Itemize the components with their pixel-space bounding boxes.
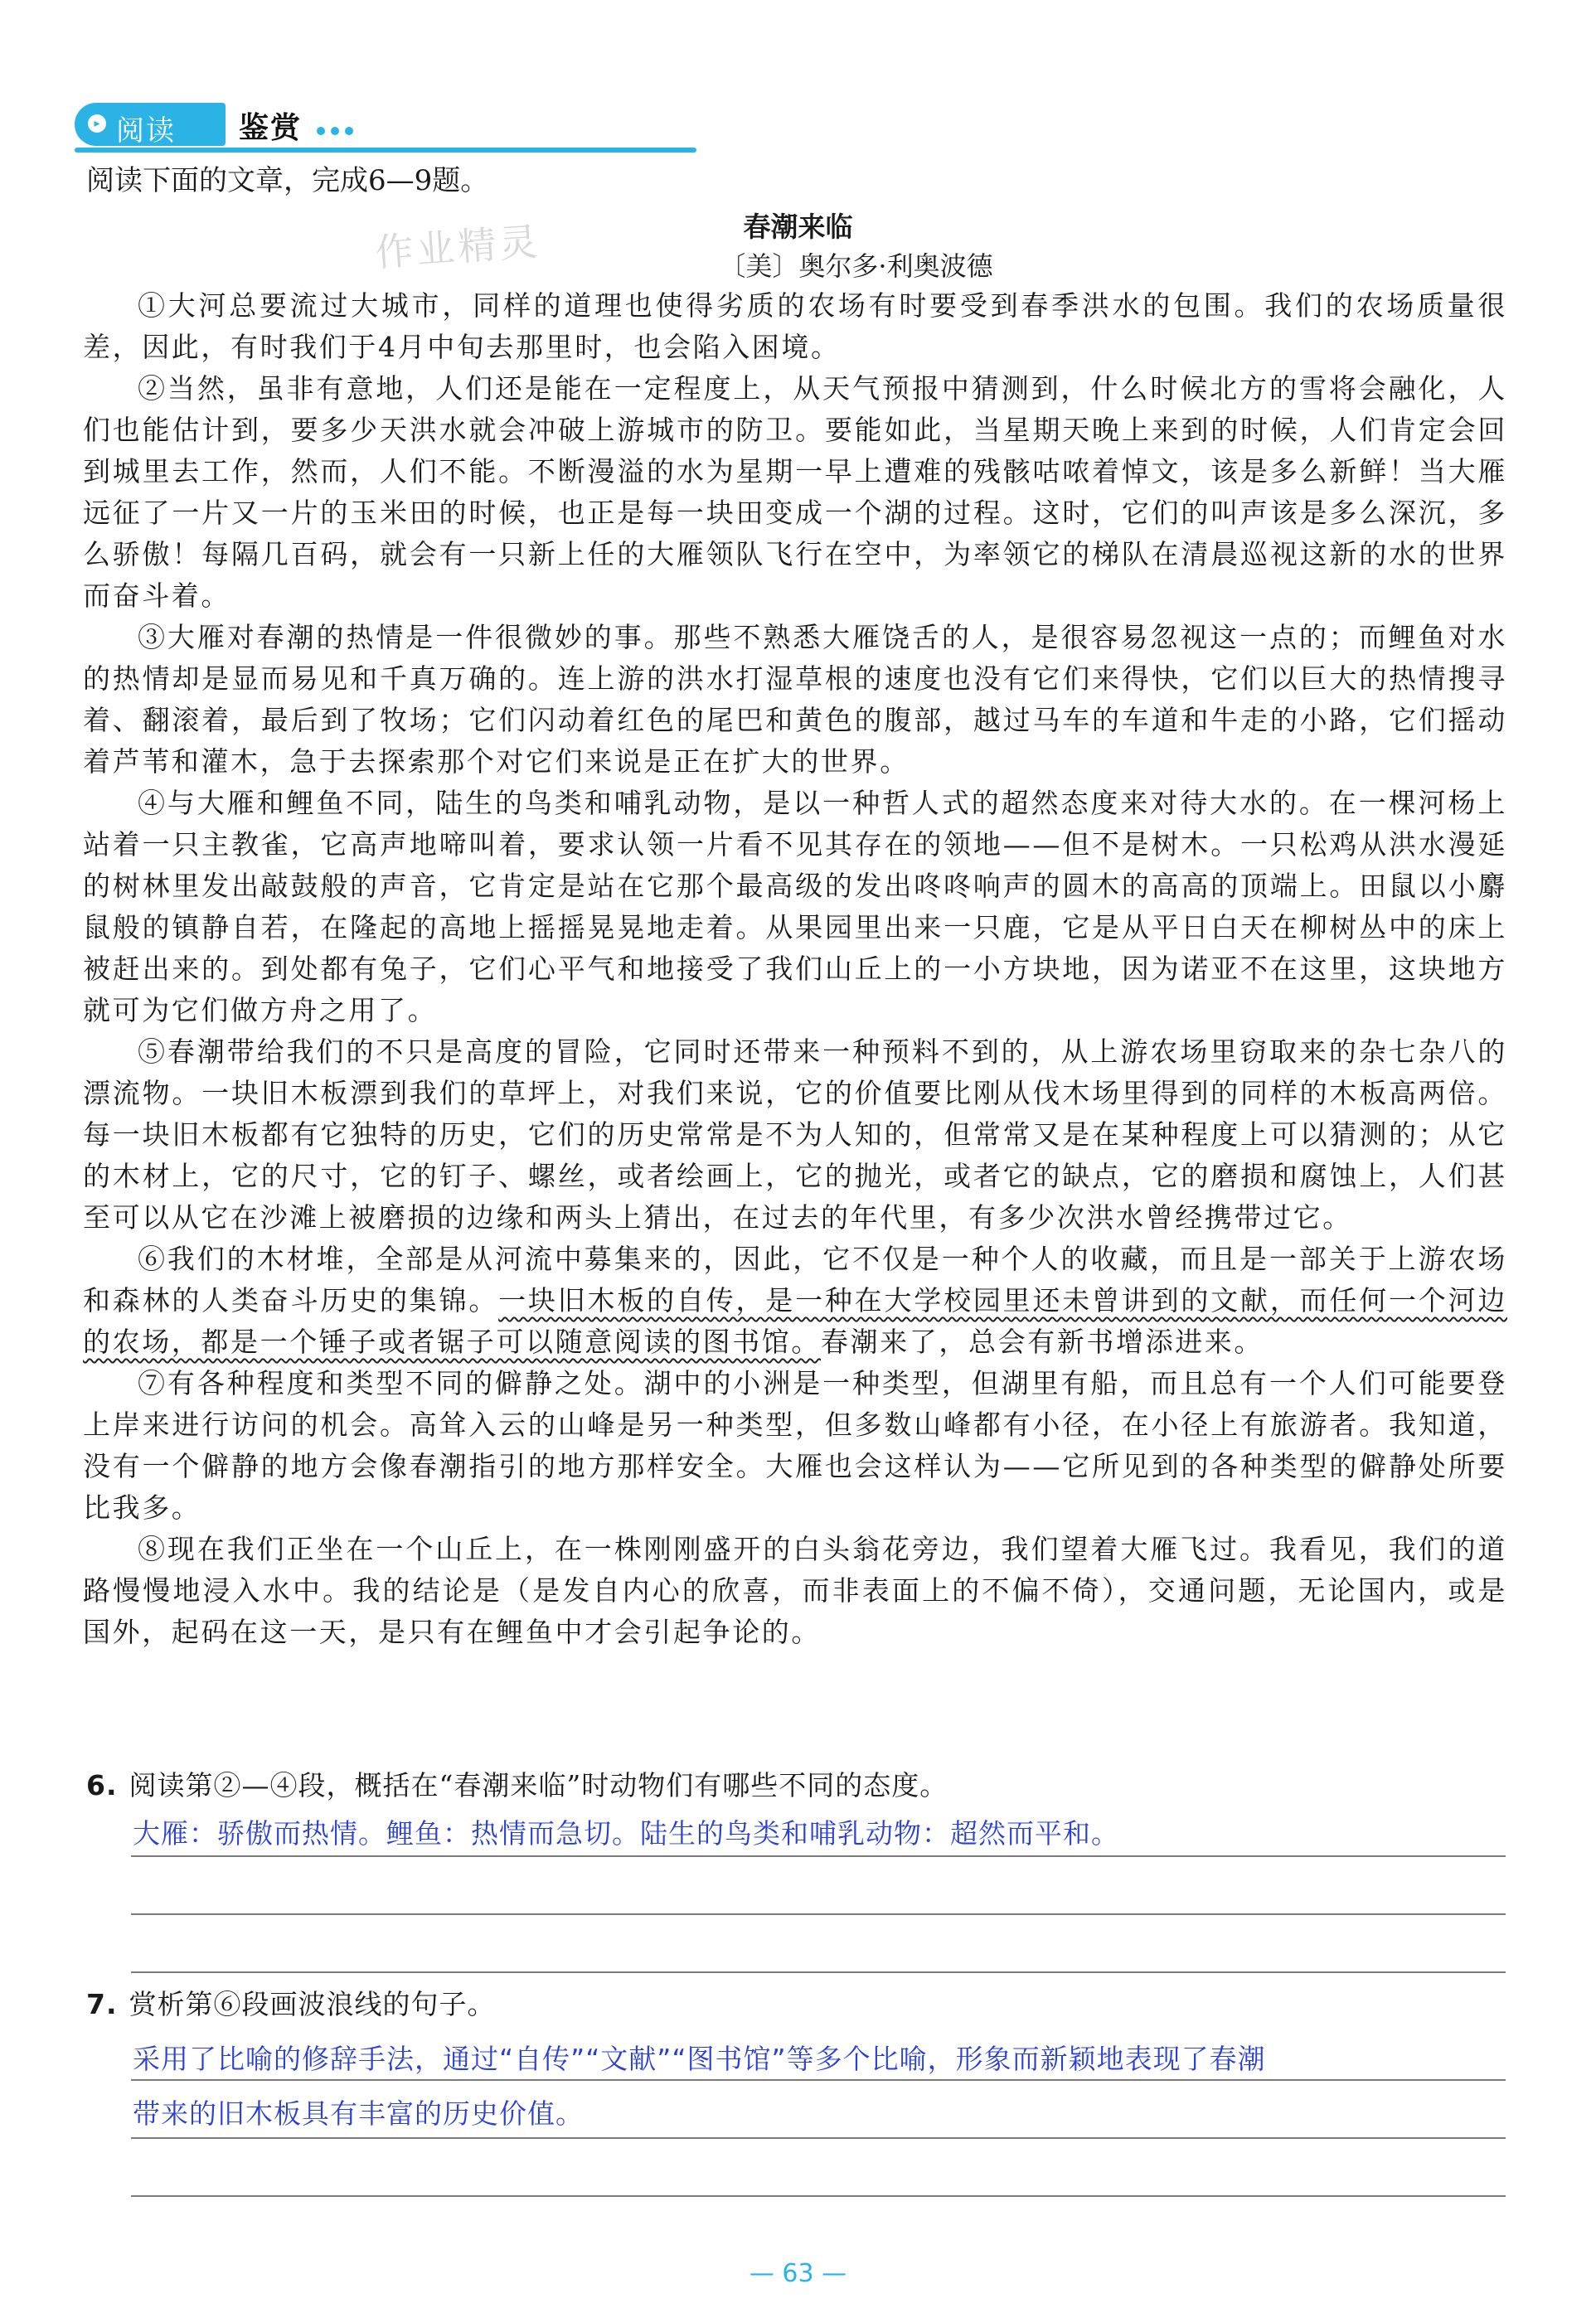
badge-label: 阅读 [116, 114, 176, 148]
instructions: 阅读下面的文章，完成6—9题。 [86, 164, 489, 197]
paragraph-1: ①大河总要流过大城市，同样的道理也使得劣质的农场有时要受到春季洪水的包围。我们的农场质量很差，因此，有时我们于4月中旬去那里时，也会陷入困境。 [83, 289, 1507, 363]
answer-rule [131, 2137, 1506, 2139]
section-header [75, 98, 696, 156]
paragraph-7: ⑦有各种程度和类型不同的僻静之处。湖中的小洲是一种类型，但湖里有船，而且总有一个人们可能要登上岸来进行访问的机会。高耸入云的山峰是另一种类型，但多数山峰都有小径，在小径上有旅游者。我知道，没有一个僻静的地方会像春潮指引的地方那样安全。大雁也会这样认为——它所见到的各种类型的僻静处所要比我多。 [83, 1367, 1507, 1524]
paragraph-6-start: ⑥我们的木材堆，全部是从河流中募集来的，因此，它不仅是一种个人的收藏，而且是一部关于上游农场和森林的人类奋斗历史的集锦。 [83, 1243, 1507, 1316]
answer-rule [131, 2195, 1506, 2197]
article-title: 春潮来临 [743, 211, 853, 243]
paragraph-5: ⑤春潮带给我们的不只是高度的冒险，它同时还带来一种预料不到的，从上游农场里窃取来的杂七杂八的漂流物。一块旧木板漂到我们的草坪上，对我们来说，它的价值要比刚从伐木场里得到的同样的木板高两倍。每一块旧木板都有它独特的历史，它们的历史常常是不为人知的，但常常又是在某种程度上可以猜测的；从它的木材上，它的尺寸，它的钉子、螺丝，或者绘画上，它的抛光，或者它的缺点，它的磨损和腐蚀上，人们甚至可以从它在沙滩上被磨损的边缘和两头上猜出，在过去的年代里，有多少次洪水曾经携带过它。 [83, 1035, 1507, 1234]
article-body [83, 285, 1507, 1653]
paragraph-6-end: 春潮来了，总会有新书增添进来。 [821, 1326, 1264, 1358]
answer-6-line-1: 大雁：骄傲而热情。鲤鱼：热情而急切。陆生的鸟类和哺乳动物：超然而平和。 [133, 1817, 1119, 1850]
paragraph-3: ③大雁对春潮的热情是一件很微妙的事。那些不熟悉大雁饶舌的人，是很容易忽视这一点的；而鲤鱼对水的热情却是显而易见和千真万确的。连上游的洪水打湿草根的速度也没有它们来得快，它们以巨大的热情搜寻着、翻滚着，最后到了牧场；它们闪动着红色的尾巴和黄色的腹部，越过马车的车道和牛走的小路，它们摇动着芦苇和灌木，急于去探索那个对它们来说是正在扩大的世界。 [83, 621, 1507, 778]
answer-rule [131, 2079, 1506, 2081]
question-prompt: 赏析第⑥段画波浪线的句子。 [129, 1988, 496, 2020]
question-6 [86, 1764, 948, 1803]
paragraph-8: ⑧现在我们正坐在一个山丘上，在一株刚刚盛开的白头翁花旁边，我们望着大雁飞过。我看见，我们的道路慢慢地浸入水中。我的结论是（是发自内心的欣喜，而非表面上的不偏不倚），交通问题，无论国内，或是国外，起码在这一天，是只有在鲤鱼中才会引起争论的。 [83, 1533, 1507, 1648]
answer-rule [131, 1855, 1506, 1857]
paragraph-2: ②当然，虽非有意地，人们还是能在一定程度上，从天气预报中猜测到，什么时候北方的雪将会融化，人们也能估计到，要多少天洪水就会冲破上游城市的防卫。要能如此，当星期天晚上来到的时候，人们肯定会回到城里去工作，然而，人们不能。不断漫溢的水为星期一早上遭难的残骸咕哝着悼文，该是多么新鲜！当大雁远征了一片又一片的玉米田的时候，也正是每一块田变成一个湖的过程。这时，它们的叫声该是多么深沉，多么骄傲！每隔几百码，就会有一只新上任的大雁领队飞行在空中，为率领它的梯队在清晨巡视这新的水的世界而奋斗着。 [83, 372, 1507, 612]
section-title: 鉴赏 [239, 111, 303, 145]
answer-7-line-1: 采用了比喻的修辞手法，通过“自传”“文献”“图书馆”等多个比喻，形象而新颖地表现了春潮 [133, 2043, 1266, 2075]
question-number: 6. [86, 1769, 118, 1801]
article-author: 〔美〕奥尔多·利奥波德 [719, 250, 993, 282]
answer-7-line-2: 带来的旧木板具有丰富的历史价值。 [133, 2097, 584, 2130]
answer-rule [131, 1913, 1506, 1915]
answer-rule [131, 1971, 1506, 1973]
question-number: 7. [86, 1988, 118, 2020]
dots-ornament [317, 123, 359, 138]
question-7 [86, 1983, 496, 2022]
book-icon: ▸ [88, 114, 106, 133]
header-divider [75, 148, 696, 153]
wavy-underlined-sentence: 一块旧木板的自传，是一种在大学校园里还未曾讲到的文献，而任何一个河边的农场，都是一个锤子或者锯子可以随意阅读的图书馆。 [83, 1284, 1507, 1358]
reading-badge [75, 103, 226, 146]
paragraph-4: ④与大雁和鲤鱼不同，陆生的鸟类和哺乳动物，是以一种哲人式的超然态度来对待大水的。在一棵河杨上站着一只主教雀，它高声地啼叫着，要求认领一片看不见其存在的领地——但不是树木。一只松鸡从洪水漫延的树林里发出敲鼓般的声音，它肯定是站在它那个最高级的发出咚咚响声的圆木的高高的顶端上。田鼠以小麝鼠般的镇静自若，在隆起的高地上摇摇晃晃地走着。从果园里出来一只鹿，它是从平日白天在柳树丛中的床上被赶出来的。到处都有兔子，它们心平气和地接受了我们山丘上的一小方块地，因为诺亚不在这里，这块地方就可为它们做方舟之用了。 [83, 787, 1507, 1026]
paragraph-6 [83, 1239, 1507, 1363]
watermark: 作业精灵 [373, 219, 542, 275]
question-prompt: 阅读第②—④段，概括在“春潮来临”时动物们有哪些不同的态度。 [129, 1769, 948, 1801]
page-number: — 63 — [749, 2259, 847, 2288]
